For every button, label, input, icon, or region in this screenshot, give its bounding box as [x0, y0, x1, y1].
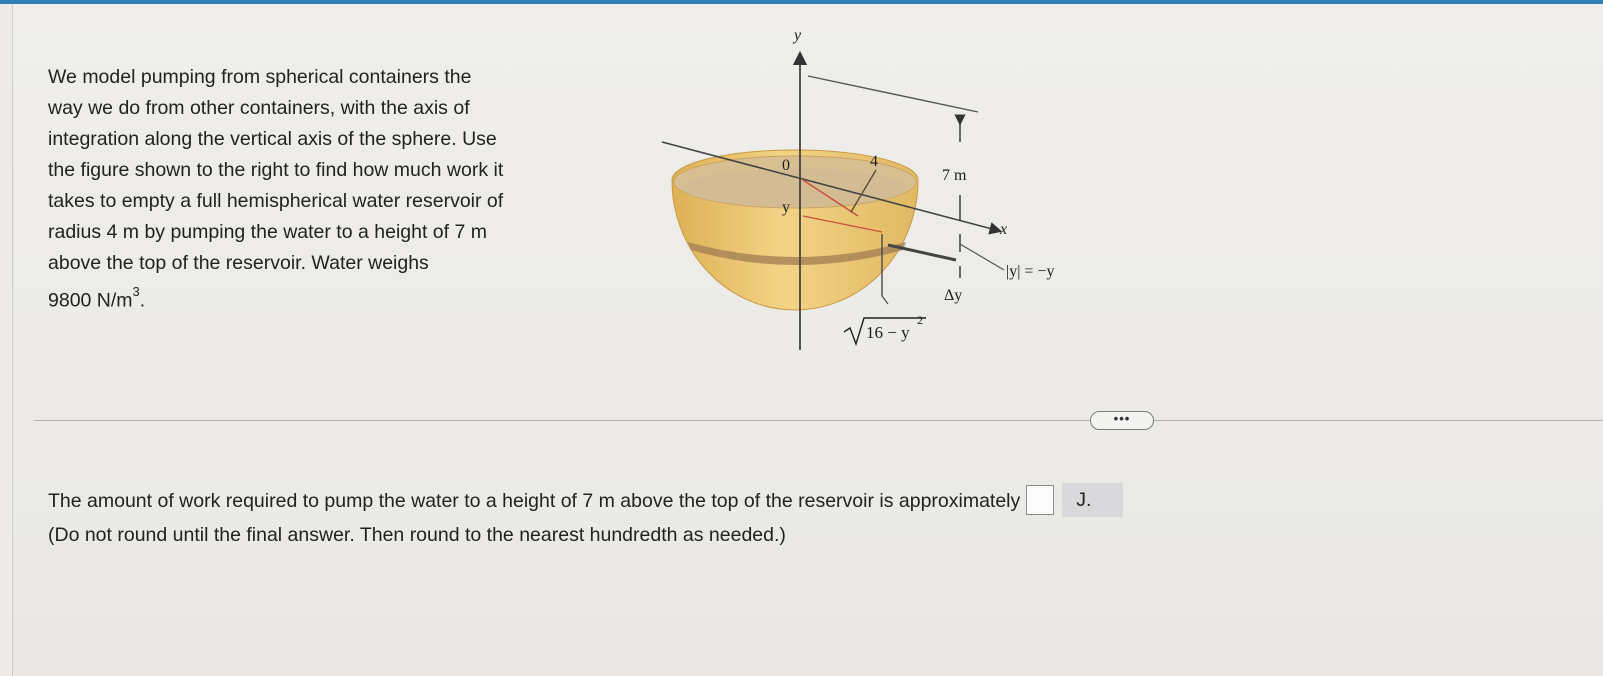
- origin-label: 0: [782, 157, 790, 174]
- question-block: [48, 484, 1123, 552]
- water-weight-value: 9800 N/m: [48, 289, 133, 312]
- hemisphere-figure: [660, 20, 1120, 370]
- water-weight-end: .: [139, 289, 146, 312]
- x-axis-label: x: [1000, 221, 1008, 238]
- radius-label: 4: [870, 153, 878, 170]
- problem-line: the figure shown to the right to find how much work it: [48, 159, 504, 181]
- problem-line: way we do from other containers, with the axis of: [48, 97, 470, 119]
- sqrt-exponent: 2: [917, 313, 923, 327]
- sqrt-label: 16 − y: [866, 323, 910, 342]
- problem-line: integration along the vertical axis of the sphere. Use: [48, 128, 497, 150]
- section-divider: [34, 420, 1603, 421]
- water-weight-exponent: 3: [132, 284, 140, 299]
- problem-line: radius 4 m by pumping the water to a height of 7 m: [48, 221, 487, 243]
- abs-y-pointer: [960, 244, 1004, 270]
- y-axis-label: y: [794, 27, 802, 44]
- problem-statement: [48, 62, 648, 317]
- slice-depth-label: y: [782, 199, 790, 216]
- height-label: 7 m: [942, 167, 967, 184]
- pump-height-line: [808, 76, 978, 112]
- problem-line: above the top of the reservoir. Water weighs: [48, 252, 429, 274]
- rounding-instruction: (Do not round until the final answer. Then round to the nearest hundredth as needed.): [48, 524, 786, 546]
- delta-y-label: Δy: [944, 287, 963, 304]
- water-weight: [48, 279, 648, 317]
- problem-line: takes to empty a full hemispherical water reservoir of: [48, 190, 504, 212]
- question-text: The amount of work required to pump the water to a height of 7 m above the top of the reservoir is approximately: [48, 490, 1021, 512]
- unit-label: J.: [1062, 483, 1123, 517]
- abs-y-label: |y| = −y: [1006, 263, 1055, 280]
- problem-line: We model pumping from spherical containers the: [48, 66, 472, 88]
- expand-button[interactable]: •••: [1090, 411, 1154, 430]
- sqrt-pointer: [882, 296, 888, 304]
- answer-input[interactable]: [1026, 485, 1054, 515]
- sqrt-label-group: [844, 313, 926, 344]
- question-line: [48, 484, 1123, 518]
- slice-edge: [888, 245, 956, 260]
